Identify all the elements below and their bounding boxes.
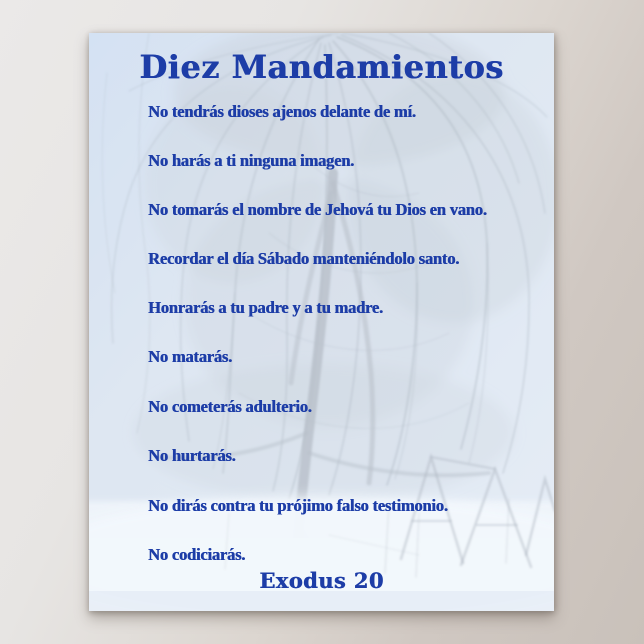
scripture-reference: Exodus 20 bbox=[259, 568, 384, 593]
poster-text-layer bbox=[89, 33, 554, 611]
commandment-line-6: No matarás. bbox=[148, 347, 232, 366]
commandment-line-2: No harás a ti ninguna imagen. bbox=[148, 151, 354, 170]
commandment-line-5: Honrarás a tu padre y a tu madre. bbox=[148, 298, 383, 317]
commandment-line-9: No dirás contra tu prójimo falso testimonio. bbox=[148, 496, 448, 515]
commandment-line-10: No codiciarás. bbox=[148, 545, 246, 564]
commandment-line-1: No tendrás dioses ajenos delante de mí. bbox=[148, 102, 416, 121]
ten-commandments-poster bbox=[89, 33, 554, 611]
commandment-line-8: No hurtarás. bbox=[148, 446, 236, 465]
commandment-line-3: No tomarás el nombre de Jehová tu Dios en vano. bbox=[148, 200, 487, 219]
commandment-line-4: Recordar el día Sábado manteniéndolo santo. bbox=[148, 249, 460, 268]
commandment-line-7: No cometerás adulterio. bbox=[148, 397, 312, 416]
poster-title: Diez Mandamientos bbox=[139, 48, 504, 86]
